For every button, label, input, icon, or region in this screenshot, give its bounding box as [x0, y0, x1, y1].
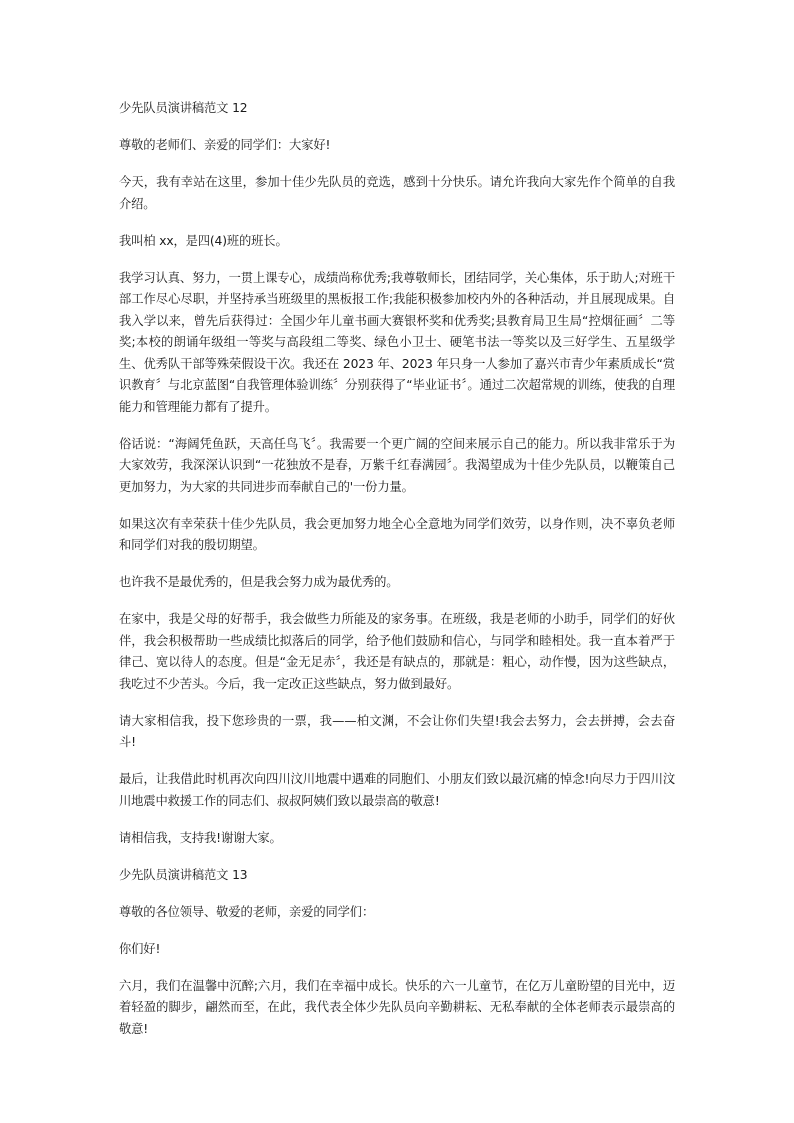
paragraph-june: 六月，我们在温馨中沉醉;六月，我们在幸福中成长。快乐的六一儿童节，在亿万儿童盼望的目光中，迈着轻盈的脚步，翩然而至，在此，我代表全体少先队员向辛勤耕耘、无私奉献的全体老师表示最崇高的敬意! [119, 978, 675, 1036]
salutation-2: 尊敬的各位领导、敬爱的老师，亲爱的同学们： [119, 904, 375, 919]
section-title-13: 少先队员演讲稿范文 13 [119, 867, 248, 882]
paragraph-memorial: 最后，让我借此时机再次向四川汶川地震中遇难的同胞们、小朋友们致以最沉痛的悼念!向尽力于四川汶川地震中救援工作的同志们、叔叔阿姨们致以最崇高的敬意! [119, 772, 675, 808]
paragraph-name: 我叫柏 xx，是四(4)班的班长。 [119, 233, 288, 248]
paragraph-aspiration: 也许我不是最优秀的，但是我会努力成为最优秀的。 [119, 575, 399, 589]
greeting: 你们好! [119, 941, 161, 956]
paragraph-proverb: 俗话说：“海阔凭鱼跃，天高任鸟飞〞。我需要一个更广阔的空间来展示自己的能力。所以我非常乐于为大家效劳，我深深认识到“一花独放不是春，万紫千红春满园〞。我渴望成为十佳少先队员，以鞭策自己更加努力，为大家的共同进步而奉献自己的'一份力量。 [119, 436, 675, 494]
paragraph-vote-request: 请大家相信我，投下您珍贵的一票，我——柏文渊，不会让你们失望!我会去努力，会去拼搏，会去奋斗! [119, 713, 675, 749]
paragraph-home-and-class: 在家中，我是父母的好帮手，我会做些力所能及的家务事。在班级，我是老师的小助手，同学们的好伙伴，我会积极帮助一些成绩比拟落后的同学，给予他们鼓励和信心，与同学和睦相处。我一直本着严于律己、宽以待人的态度。但是“金无足赤〞，我还是有缺点的，那就是：粗心，动作慢，因为这些缺点，我吃过不少苦头。今后，我一定改正这些缺点，努力做到最好。 [119, 612, 675, 691]
paragraph-achievements: 我学习认真、努力，一贯上课专心，成绩尚称优秀;我尊敬师长，团结同学，关心集体，乐于助人;对班干部工作尽心尽职，并坚持承当班级里的黑板报工作;我能积极参加校内外的各种活动，并且展现成果。自我入学以来，曾先后获得过：全国少年儿童书画大赛银杯奖和优秀奖;县教育局卫生局“控烟征画〞二等奖;本校的朗诵年级组一等奖与高段组二等奖、绿色小卫士、硬笔书法一等奖以及三好学生、五星级学生、优秀队干部等殊荣假设干次。我还在 2023 年、2023 年只身一人参加了嘉兴市青少年素质成长“赏识教育〞与北京蓝图“自我管理体验训练〞分别获得了“毕业证书〞。通过二次超常规的训练，使我的自理能力和管理能力都有了提升。 [119, 270, 675, 414]
salutation: 尊敬的老师们、亲爱的同学们：大家好! [119, 138, 331, 152]
section-title-12: 少先队员演讲稿范文 12 [119, 101, 248, 115]
paragraph-promise: 如果这次有幸荣获十佳少先队员，我会更加努力地全心全意地为同学们效劳，以身作则，决不辜负老师和同学们对我的殷切期望。 [119, 516, 675, 552]
paragraph-closing: 请相信我，支持我!谢谢大家。 [119, 830, 282, 845]
document-body [119, 98, 675, 1056]
paragraph-introduction: 今天，我有幸站在这里，参加十佳少先队员的竞选，感到十分快乐。请允许我向大家先作个简单的自我介绍。 [119, 175, 675, 211]
